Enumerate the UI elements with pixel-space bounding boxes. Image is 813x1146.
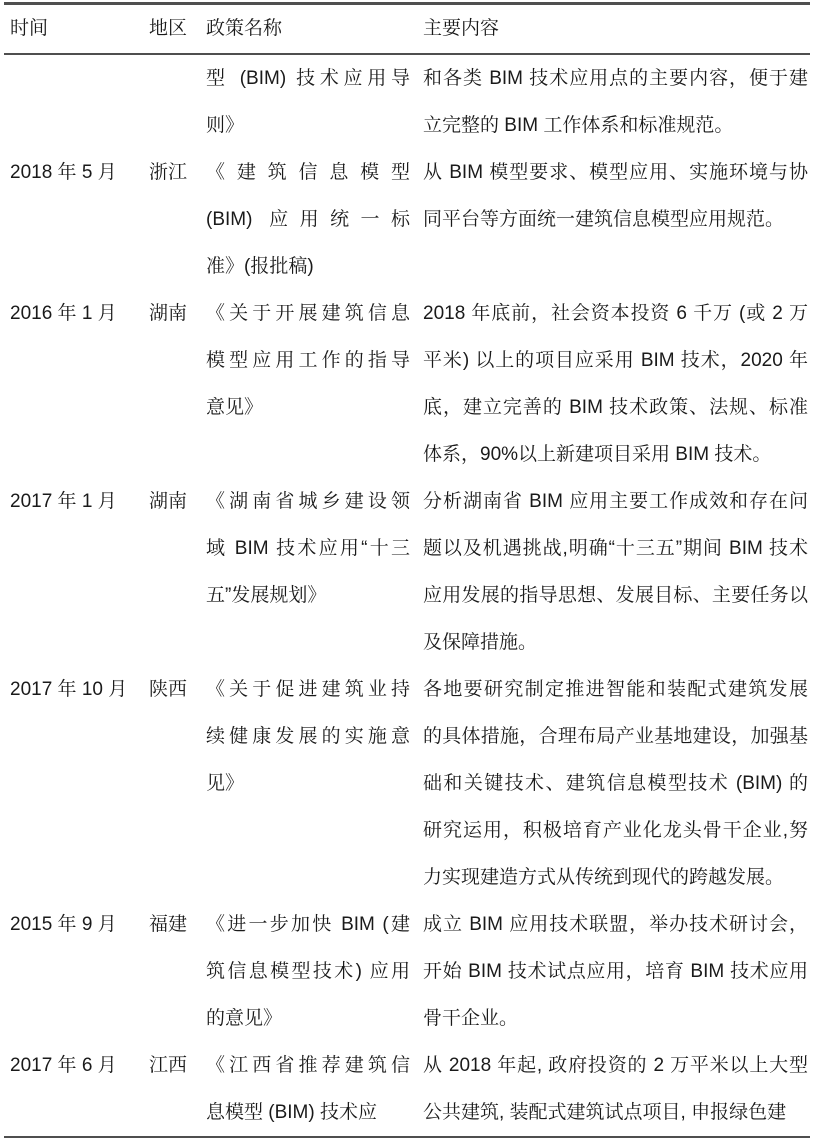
text-line: 福建: [149, 914, 188, 935]
text-line: 应用发展的指导思想、发展目标、主要任务以: [423, 585, 808, 606]
column-header-policy: 政策名称: [206, 18, 283, 39]
cell-region: [149, 478, 206, 666]
cell-time: [4, 478, 149, 666]
text-line: [149, 55, 206, 102]
text-line: 体系，90%以上新建项目采用 BIM 技术。: [423, 444, 772, 465]
table-body: [4, 55, 810, 1136]
cell-region: [149, 901, 206, 1042]
text-line: 《关于开展建筑信息: [206, 303, 410, 324]
text-line: 湖南: [149, 303, 188, 324]
cell-main-content: [410, 55, 810, 149]
cell-policy-name: [206, 666, 410, 901]
cell-policy-name: [206, 901, 410, 1042]
text-line: 陕西: [149, 679, 188, 700]
text-line: 研究运用，积极培育产业化龙头骨干企业,努: [423, 820, 808, 841]
table-row: [4, 901, 810, 1042]
text-line: 2017 年 6 月: [10, 1055, 117, 1076]
text-line: 2018 年 5 月: [10, 162, 117, 183]
text-line: 底，建立完善的 BIM 技术政策、法规、标准: [423, 397, 808, 418]
text-line: 续健康发展的实施意: [206, 726, 410, 747]
cell-region: [149, 149, 206, 290]
cell-region: [149, 290, 206, 478]
text-line: 见》: [206, 773, 245, 794]
text-line: 公共建筑, 装配式建筑试点项目, 申报绿色建: [423, 1102, 787, 1123]
text-line: 平米) 以上的项目应采用 BIM 技术，2020 年: [423, 350, 808, 371]
text-line: 则》: [206, 115, 245, 136]
text-line: 各地要研究制定推进智能和装配式建筑发展: [423, 679, 808, 700]
table-row: [4, 666, 810, 901]
table-row: [4, 290, 810, 478]
cell-region: [149, 55, 206, 149]
text-line: 立完整的 BIM 工作体系和标准规范。: [423, 115, 734, 136]
cell-main-content: [410, 666, 810, 901]
cell-policy-name: [206, 55, 410, 149]
text-line: 《关于促进建筑业持: [206, 679, 410, 700]
text-line: 息模型 (BIM) 技术应: [206, 1102, 377, 1123]
text-line: 湖南: [149, 491, 188, 512]
column-header-content: 主要内容: [423, 18, 500, 39]
text-line: 浙江: [149, 162, 188, 183]
text-line: 2017 年 10 月: [10, 679, 128, 700]
table-header-row: [4, 5, 810, 55]
text-line: 意见》: [206, 397, 264, 418]
table-row: [4, 478, 810, 666]
text-line: 的意见》: [206, 1008, 283, 1029]
cell-region: [149, 666, 206, 901]
text-line: 《建筑信息模型: [206, 162, 410, 183]
cell-time: [4, 666, 149, 901]
cell-time: [4, 1042, 149, 1136]
text-line: 骨干企业。: [423, 1008, 519, 1029]
cell-time: [4, 55, 149, 149]
text-line: 成立 BIM 应用技术联盟，举办技术研讨会，: [423, 914, 808, 935]
text-line: 及保障措施。: [423, 632, 538, 653]
cell-region: [149, 1042, 206, 1136]
column-header-region: 地区: [149, 18, 188, 39]
text-line: 分析湖南省 BIM 应用主要工作成效和存在问: [423, 491, 808, 512]
text-line: 《进一步加快 BIM (建: [206, 914, 410, 935]
text-line: 《湖南省城乡建设领: [206, 491, 410, 512]
cell-main-content: [410, 149, 810, 290]
cell-policy-name: [206, 149, 410, 290]
table-row: [4, 1042, 810, 1136]
cell-policy-name: [206, 478, 410, 666]
table-row: [4, 149, 810, 290]
text-line: 域 BIM 技术应用“十三: [206, 538, 410, 559]
text-line: 《江西省推荐建筑信: [206, 1055, 410, 1076]
text-line: 型 (BIM) 技术应用导: [206, 68, 410, 89]
cell-main-content: [410, 901, 810, 1042]
cell-main-content: [410, 1042, 810, 1136]
text-line: 模型应用工作的指导: [206, 350, 410, 371]
text-line: 从 2018 年起, 政府投资的 2 万平米以上大型: [423, 1055, 808, 1076]
cell-time: [4, 901, 149, 1042]
text-line: 2018 年底前，社会资本投资 6 千万 (或 2 万: [423, 303, 808, 324]
column-header-time: 时间: [10, 18, 49, 39]
cell-policy-name: [206, 1042, 410, 1136]
text-line: 的具体措施，合理布局产业基地建设，加强基: [423, 726, 808, 747]
text-line: 力实现建造方式从传统到现代的跨越发展。: [423, 867, 785, 888]
cell-time: [4, 290, 149, 478]
text-line: 准》(报批稿): [206, 256, 314, 277]
text-line: 同平台等方面统一建筑信息模型应用规范。: [423, 209, 785, 230]
text-line: 开始 BIM 技术试点应用，培育 BIM 技术应用: [423, 961, 808, 982]
text-line: 和各类 BIM 技术应用点的主要内容，便于建: [423, 68, 808, 89]
table-row: [4, 55, 810, 149]
text-line: 2017 年 1 月: [10, 491, 117, 512]
text-line: 础和关键技术、建筑信息模型技术 (BIM) 的: [423, 773, 808, 794]
text-line: [10, 55, 149, 102]
text-line: 从 BIM 模型要求、模型应用、实施环境与协: [423, 162, 808, 183]
text-line: 五”发展规划》: [206, 585, 327, 606]
text-line: (BIM) 应用统一标: [206, 209, 410, 230]
text-line: 题以及机遇挑战,明确“十三五”期间 BIM 技术: [423, 538, 808, 559]
text-line: 筑信息模型技术) 应用: [206, 961, 410, 982]
policy-table: [4, 2, 810, 1138]
cell-policy-name: [206, 290, 410, 478]
text-line: 2015 年 9 月: [10, 914, 117, 935]
cell-main-content: [410, 478, 810, 666]
text-line: 江西: [149, 1055, 188, 1076]
cell-main-content: [410, 290, 810, 478]
cell-time: [4, 149, 149, 290]
text-line: 2016 年 1 月: [10, 303, 117, 324]
